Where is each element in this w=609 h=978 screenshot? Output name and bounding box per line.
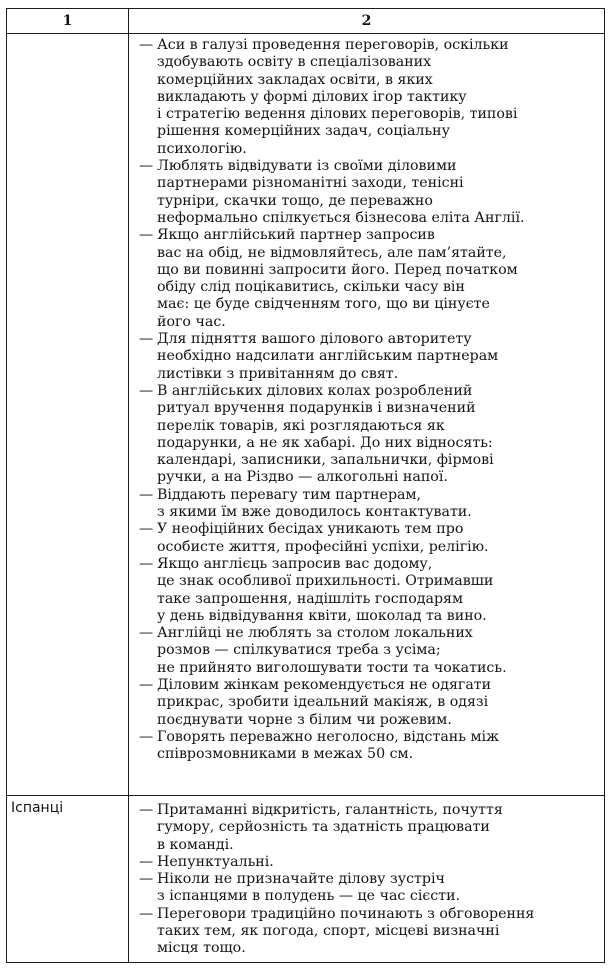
item-line: особисте життя, професійні успіхи, релігію. [157, 538, 489, 555]
dash-bullet: — [139, 37, 154, 53]
item-line: з іспанцями в полудень — це час сієсти. [157, 888, 461, 905]
item-line: співрозмовниками в межах 50 см. [157, 746, 414, 763]
item-line: викладають у формі ділових ігор тактику [157, 88, 467, 105]
list-item [129, 227, 604, 331]
dash-bullet: — [139, 871, 154, 888]
item-line: Для підняття вашого ділового авторитету [157, 331, 472, 348]
traits-cell [129, 796, 605, 963]
dash-bullet: — [139, 486, 154, 503]
item-line: місця тощо. [157, 940, 246, 957]
item-line: рішення комерційних задач, соціальну [157, 123, 450, 140]
item-line: і стратегію ведення ділових переговорів, типові [157, 106, 518, 123]
dash-bullet: — [139, 625, 154, 642]
item-line: В англійських ділових колах розроблений [157, 382, 473, 399]
item-line: вас на обід, не відмовляйтесь, але пам’ятайте, [157, 244, 507, 261]
list-item [129, 871, 604, 906]
dash-bullet: — [139, 905, 154, 922]
list-item [129, 158, 604, 227]
list-item [129, 521, 604, 556]
item-line: комерційних закладах освіти, в яких [157, 71, 433, 88]
item-line: психологію. [157, 140, 247, 157]
dash-bullet: — [139, 853, 154, 870]
item-line: таке запрошення, надішліть господарям [157, 590, 464, 607]
item-line: партнерами різноманітні заходи, тенісні [157, 175, 464, 192]
item-line: у день відвідування квіти, шоколад та вино. [157, 607, 487, 624]
item-line: Віддають перевагу тим партнерам, [157, 486, 422, 503]
list-item [129, 854, 604, 871]
item-line: Ніколи не призначайте ділову зустріч [157, 871, 445, 888]
list-item [129, 729, 604, 764]
list-item [129, 37, 604, 158]
list-item [129, 487, 604, 522]
item-line: Якщо англійський партнер запросив [157, 227, 435, 244]
traits-list [129, 34, 604, 763]
table-row [7, 34, 605, 796]
traits-list [129, 796, 604, 958]
item-line: що ви повинні запросити його. Перед початком [157, 261, 518, 278]
item-line: листівки з привітанням до свят. [157, 365, 399, 382]
dash-bullet: — [139, 227, 154, 244]
nationality-cell: Іспанці [7, 796, 129, 963]
list-item [129, 802, 604, 854]
list-item [129, 677, 604, 729]
list-item [129, 331, 604, 383]
item-line: необхідно надсилати англійським партнерам [157, 348, 499, 365]
item-line: ручки, а на Різдво — алкогольні напої. [157, 469, 448, 486]
item-line: Люблять відвідувати із своїми діловими [157, 158, 457, 175]
item-line: турніри, скачки тощо, де переважно [157, 192, 433, 209]
dash-bullet: — [139, 331, 154, 348]
traits-cell [129, 34, 605, 796]
column-header-1: 1 [7, 9, 129, 34]
dash-bullet: — [139, 555, 154, 572]
etiquette-table [6, 8, 605, 963]
dash-bullet: — [139, 521, 154, 538]
item-line: розмов — спілкуватися треба з усіма; [157, 642, 441, 659]
item-line: не прийнято виголошувати тости та чокатись. [157, 659, 507, 676]
list-item [129, 383, 604, 487]
item-line: в команді. [157, 836, 234, 853]
item-line: подарунки, а не як хабарі. До них відносять: [157, 434, 493, 451]
list-item [129, 625, 604, 677]
dash-bullet: — [139, 728, 154, 745]
item-line: У неофіційних бесідах уникають тем про [157, 521, 464, 538]
column-header-2: 2 [129, 9, 605, 34]
item-line: Переговори традиційно починають з обговорення [157, 905, 535, 922]
item-line: Якщо англієць запросив вас додому, [157, 555, 433, 572]
table-row [7, 796, 605, 963]
item-line: його час. [157, 313, 226, 330]
item-line: Діловим жінкам рекомендується не одягати [157, 676, 492, 693]
item-line: гумору, серйозність та здатність працювати [157, 819, 490, 836]
item-line: Притаманні відкритість, галантність, почуття [157, 802, 503, 818]
list-item [129, 556, 604, 625]
dash-bullet: — [139, 676, 154, 693]
list-item [129, 906, 604, 958]
header-row [7, 9, 605, 34]
item-line: поєднувати чорне з білим чи рожевим. [157, 711, 452, 728]
dash-bullet: — [139, 382, 154, 399]
item-line: це знак особливої прихильності. Отримавши [157, 573, 494, 590]
item-line: Аси в галузі проведення переговорів, оскільки [157, 37, 509, 53]
nationality-cell [7, 34, 129, 796]
item-line: має: це буде свідченням того, що ви цінуєте [157, 296, 490, 313]
dash-bullet: — [139, 802, 154, 818]
item-line: здобувають освіту в спеціалізованих [157, 54, 432, 71]
item-line: з якими їм вже доводилось контактувати. [157, 504, 472, 521]
item-line: перелік товарів, які розглядаються як [157, 417, 445, 434]
item-line: Говорять переважно неголосно, відстань між [157, 728, 500, 745]
item-line: Непунктуальні. [157, 853, 274, 870]
item-line: ритуал вручення подарунків і визначений [157, 400, 476, 417]
item-line: Англійці не люблять за столом локальних [157, 625, 473, 642]
item-line: неформально спілкується бізнесова еліта Англії. [157, 209, 525, 226]
item-line: таких тем, як погода, спорт, місцеві визначні [157, 923, 500, 940]
item-line: обіду слід поцікавитись, скільки часу він [157, 279, 465, 296]
item-line: прикрас, зробити ідеальний макіяж, в одязі [157, 694, 489, 711]
dash-bullet: — [139, 158, 154, 175]
item-line: календарі, записники, запальнички, фірмові [157, 452, 494, 469]
